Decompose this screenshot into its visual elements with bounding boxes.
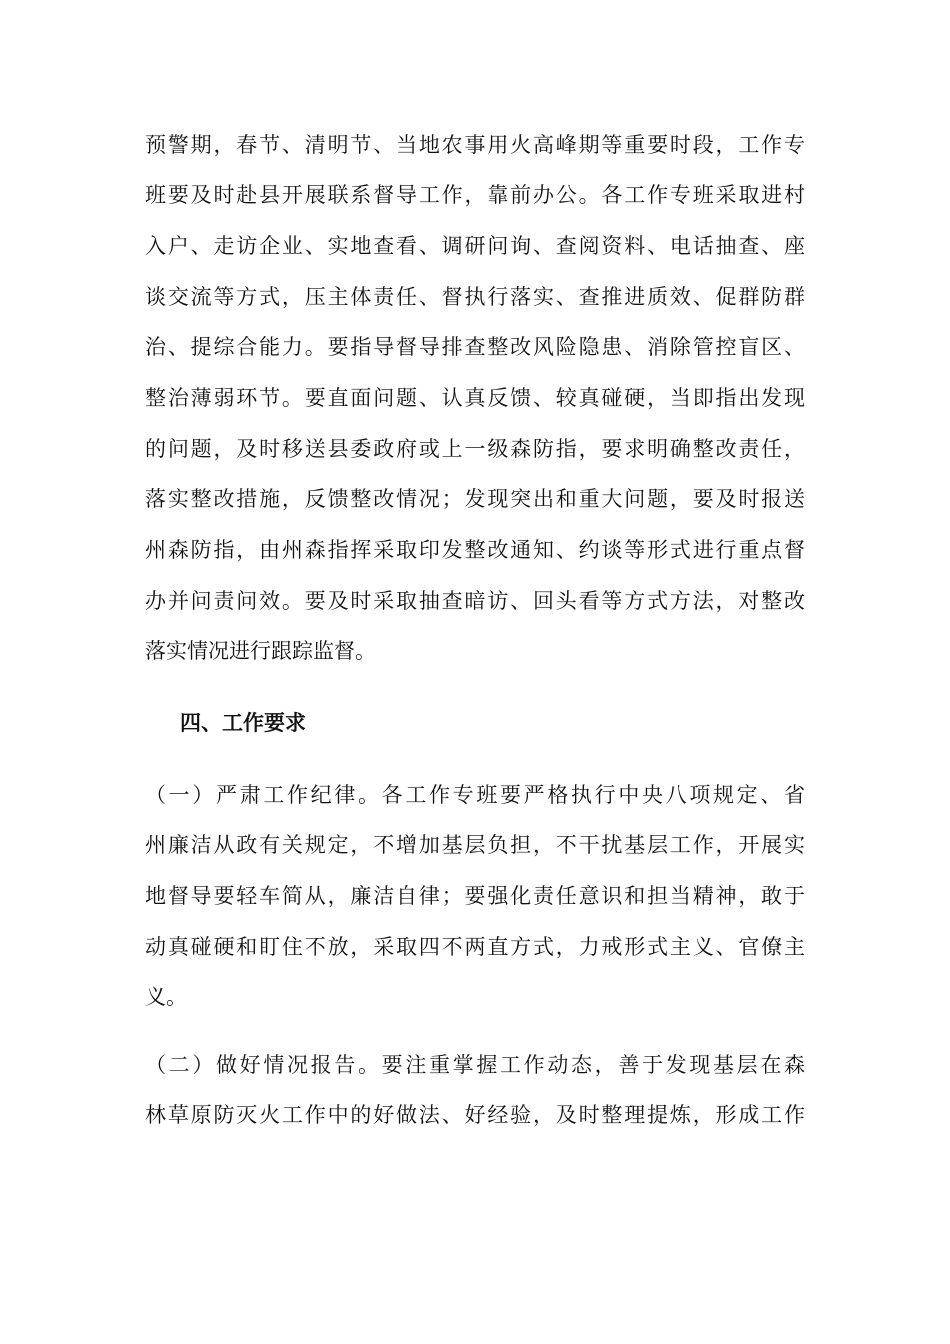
text-line: （一）严肃工作纪律。各工作专班要严格执行中央八项规定、省 [145,783,805,807]
text-line: 义。 [145,985,187,1009]
text-line: 落实情况进行跟踪监督。 [145,639,376,663]
text-line: （二）做好情况报告。要注重掌握工作动态，善于发现基层在森 [145,1053,805,1077]
section-heading: 四、工作要求 [180,711,306,735]
text-line: 落实整改措施，反馈整改情况；发现突出和重大问题，要及时报送 [145,487,805,511]
text-line: 办并问责问效。要及时采取抽查暗访、回头看等方式方法，对整改 [145,589,805,613]
text-line: 入户、走访企业、实地查看、调研问询、查阅资料、电话抽查、座 [145,234,805,258]
text-line: 班要及时赴县开展联系督导工作，靠前办公。各工作专班采取进村 [145,183,805,207]
text-line: 整治薄弱环节。要直面问题、认真反馈、较真碰硬，当即指出发现 [145,386,805,410]
text-line: 动真碰硬和盯住不放，采取四不两直方式，力戒形式主义、官僚主 [145,935,805,959]
text-line: 预警期，春节、清明节、当地农事用火高峰期等重要时段，工作专 [145,133,805,157]
text-line: 谈交流等方式，压主体责任、督执行落实、查推进质效、促群防群 [145,285,805,309]
text-line: 州廉洁从政有关规定，不增加基层负担，不干扰基层工作，开展实 [145,833,805,857]
text-line: 地督导要轻车简从，廉洁自律；要强化责任意识和担当精神，敢于 [145,884,805,908]
text-line: 州森防指，由州森指挥采取印发整改通知、约谈等形式进行重点督 [145,538,805,562]
text-line: 的问题，及时移送县委政府或上一级森防指，要求明确整改责任， [145,437,805,461]
text-line: 林草原防灭火工作中的好做法、好经验，及时整理提炼，形成工作 [145,1103,805,1127]
text-line: 治、提综合能力。要指导督导排查整改风险隐患、消除管控盲区、 [145,335,805,359]
